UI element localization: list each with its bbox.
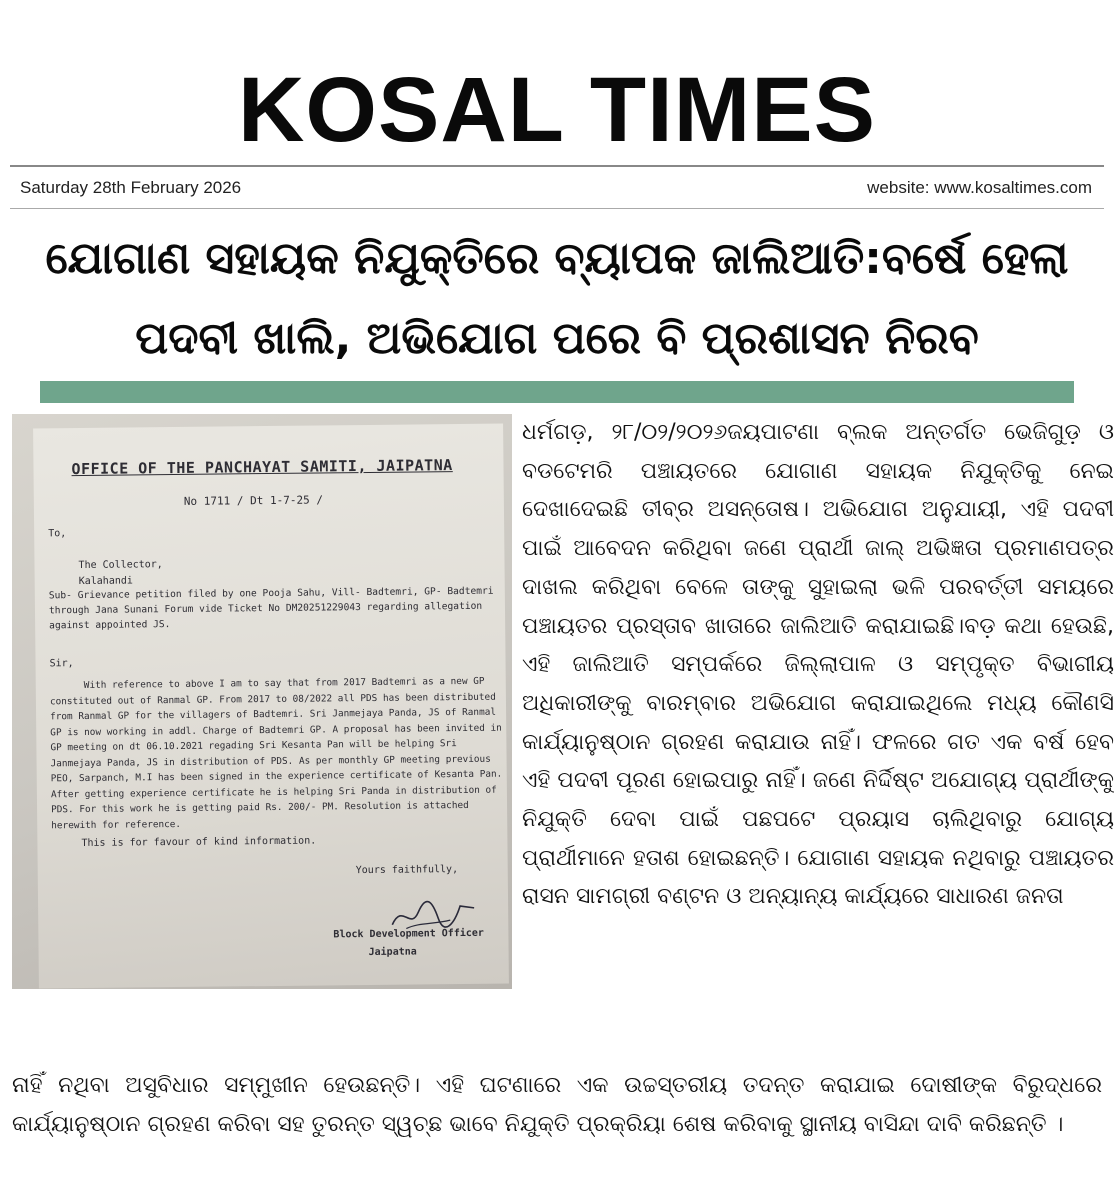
publication-date: Saturday 28th February 2026 <box>20 178 242 197</box>
letter-salutation: Sir, <box>49 658 74 670</box>
letter-office-heading: OFFICE OF THE PANCHAYAT SAMITI, JAIPATNA <box>71 456 453 479</box>
letter-paper <box>33 424 509 989</box>
letter-subject: Sub- Grievance petition filed by one Pooja Sahu, Vill- Badtemri, GP- Badtemri through Jana Sunani Forum vide Ticket No DM20251229043 regarding allegation against appointed JS. <box>48 585 494 632</box>
newspaper-title: KOSAL TIMES <box>237 59 877 161</box>
letter-place: Jaipatna <box>368 946 417 958</box>
letter-recipient-title: The Collector, <box>78 559 163 572</box>
headline-line-1: ଯୋଗାଣ ସହାୟକ ନିଯୁକ୍ତିରେ ବ୍ୟାପକ ଜାଲିଆତି:ବର୍ଷେ ହେଲା <box>45 233 1069 284</box>
website-link[interactable]: website: www.kosaltimes.com <box>867 178 1092 197</box>
letter-signatory: Block Development Officer <box>333 927 484 941</box>
accent-divider <box>40 381 1074 403</box>
letter-to: To, <box>48 528 67 540</box>
letter-favour-line: This is for favour of kind information. <box>81 835 317 849</box>
letter-recipient-place: Kalahandi <box>78 575 133 588</box>
letter-recipient <box>78 557 163 590</box>
letter-closing: Yours faithfully, <box>355 864 459 877</box>
article-body: ଧର୍ମଗଡ଼, ୨୮/୦୨/୨୦୨୬ଜୟପାଟଣା ବ୍ଲକ ଅନ୍ତର୍ଗତ ଭେଜିଗୁଡ଼ ଓ ବଡଟେମରି ପଞ୍ଚାୟତରେ ଯୋଗାଣ ସହାୟକ ନିଯୁକ୍ତିକୁ ନେଇ ଦେଖାଦେଇଛି ତୀବ୍ର ଅସନ୍ତୋଷ। ଅଭିଯୋଗ ଅନୁଯାୟୀ, ଏହି ପଦବୀ ପାଇଁ ଆବେଦନ କରିଥିବା ଜଣେ ପ୍ରାର୍ଥୀ ଜାଲ୍ ଅଭିଜ୍ଞତା ପ୍ରମାଣପତ୍ର ଦାଖଲ କରିଥିବା ବେଳେ ତାଙ୍କୁ ସୁହାଇଲା ଭଳି ପରବର୍ତ୍ତୀ ସମୟରେ ପଞ୍ଚାୟତର ପ୍ରସ୍ତାବ ଖାତାରେ ଜାଲିଆତି କରାଯାଇଛି।ବଡ଼ କଥା ହେଉଛି, ଏହି ଜାଲିଆତି ସମ୍ପର୍କରେ ଜିଲ୍ଲାପାଳ ଓ ସମ୍ପୃକ୍ତ ବିଭାଗୀୟ ଅଧିକାରୀଙ୍କୁ ବାରମ୍ବାର ଅଭିଯୋଗ କରାଯାଇଥିଲେ ମଧ୍ୟ କୌଣସି କାର୍ଯ୍ୟାନୁଷ୍ଠାନ ଗ୍ରହଣ କରାଯାଉ ନାହିଁ। ଫଳରେ ଗତ ଏକ ବର୍ଷ ହେବ ଏହି ପଦବୀ ପୂରଣ ହୋଇପାରୁ ନାହିଁ। ଜଣେ ନିର୍ଦ୍ଦିଷ୍ଟ ଅଯୋଗ୍ୟ ପ୍ରାର୍ଥୀଙ୍କୁ ନିଯୁକ୍ତି ଦେବା ପାଇଁ ପଛପଟେ ପ୍ରୟାସ ଚାଲିଥିବାରୁ ଯୋଗ୍ୟ ପ୍ରାର୍ଥୀମାନେ ହତାଶ ହୋଇଛନ୍ତି। ଯୋଗାଣ ସହାୟକ ନଥିବାରୁ ପଞ୍ଚାୟତର ରାସନ ସାମଗ୍ରୀ ବଣ୍ଟନ ଓ ଅନ୍ୟାନ୍ୟ କାର୍ଯ୍ୟରେ ସାଧାରଣ ଜନତା <box>522 420 1114 910</box>
masthead-rule-bottom <box>10 208 1104 209</box>
letter-reference: No 1711 / Dt 1-7-25 / <box>183 493 323 508</box>
masthead-rule-top <box>10 165 1104 167</box>
headline-line-2: ପଦବୀ ଖାଲି, ଅଭିଯୋଗ ପରେ ବି ପ୍ରଶାସନ ନିରବ <box>135 313 979 364</box>
document-photo <box>12 414 512 989</box>
letter-body: With reference to above I am to say that from 2017 Badtemri as a new GP constituted out of Ranmal GP. From 2017 to 08/2022 all PDS has been distributed from Ranmal GP for the villagers of Badtemri. Sri Janmejaya Panda, JS of Ranmal GP is now working in addl. Charge of Badtemri GP. A proposal has been invited in GP meeting on dt 06.10.2021 regading Sri Kesanta Pan will be helping Sri Janmejaya Panda, JS in distribution of PDS. As per monthly GP meeting previous PEO, Sarpanch, M.I has been signed in the experience certificate of Kesanta Pan. After getting experience certificate he is helping Sri Panda in distribution of PDS. For this work he is getting paid Rs. 200/- PM. Resolution is attached herewith for reference. <box>49 675 503 831</box>
article-body-continued: ନାହିଁ ନଥିବା ଅସୁବିଧାର ସମ୍ମୁଖୀନ ହେଉଛନ୍ତି। ଏହି ଘଟଣାରେ ଏକ ଉଚ୍ଚସ୍ତରୀୟ ତଦନ୍ତ କରାଯାଇ ଦୋଷୀଙ୍କ ବିରୁଦ୍ଧରେ କାର୍ଯ୍ୟାନୁଷ୍ଠାନ ଗ୍ରହଣ କରିବା ସହ ତୁରନ୍ତ ସ୍ୱଚ୍ଛ ଭାବେ ନିଯୁକ୍ତି ପ୍ରକ୍ରିୟା ଶେଷ କରିବାକୁ ସ୍ଥାନୀୟ ବାସିନ୍ଦା ଦାବି କରିଛନ୍ତି । <box>12 1073 1102 1137</box>
